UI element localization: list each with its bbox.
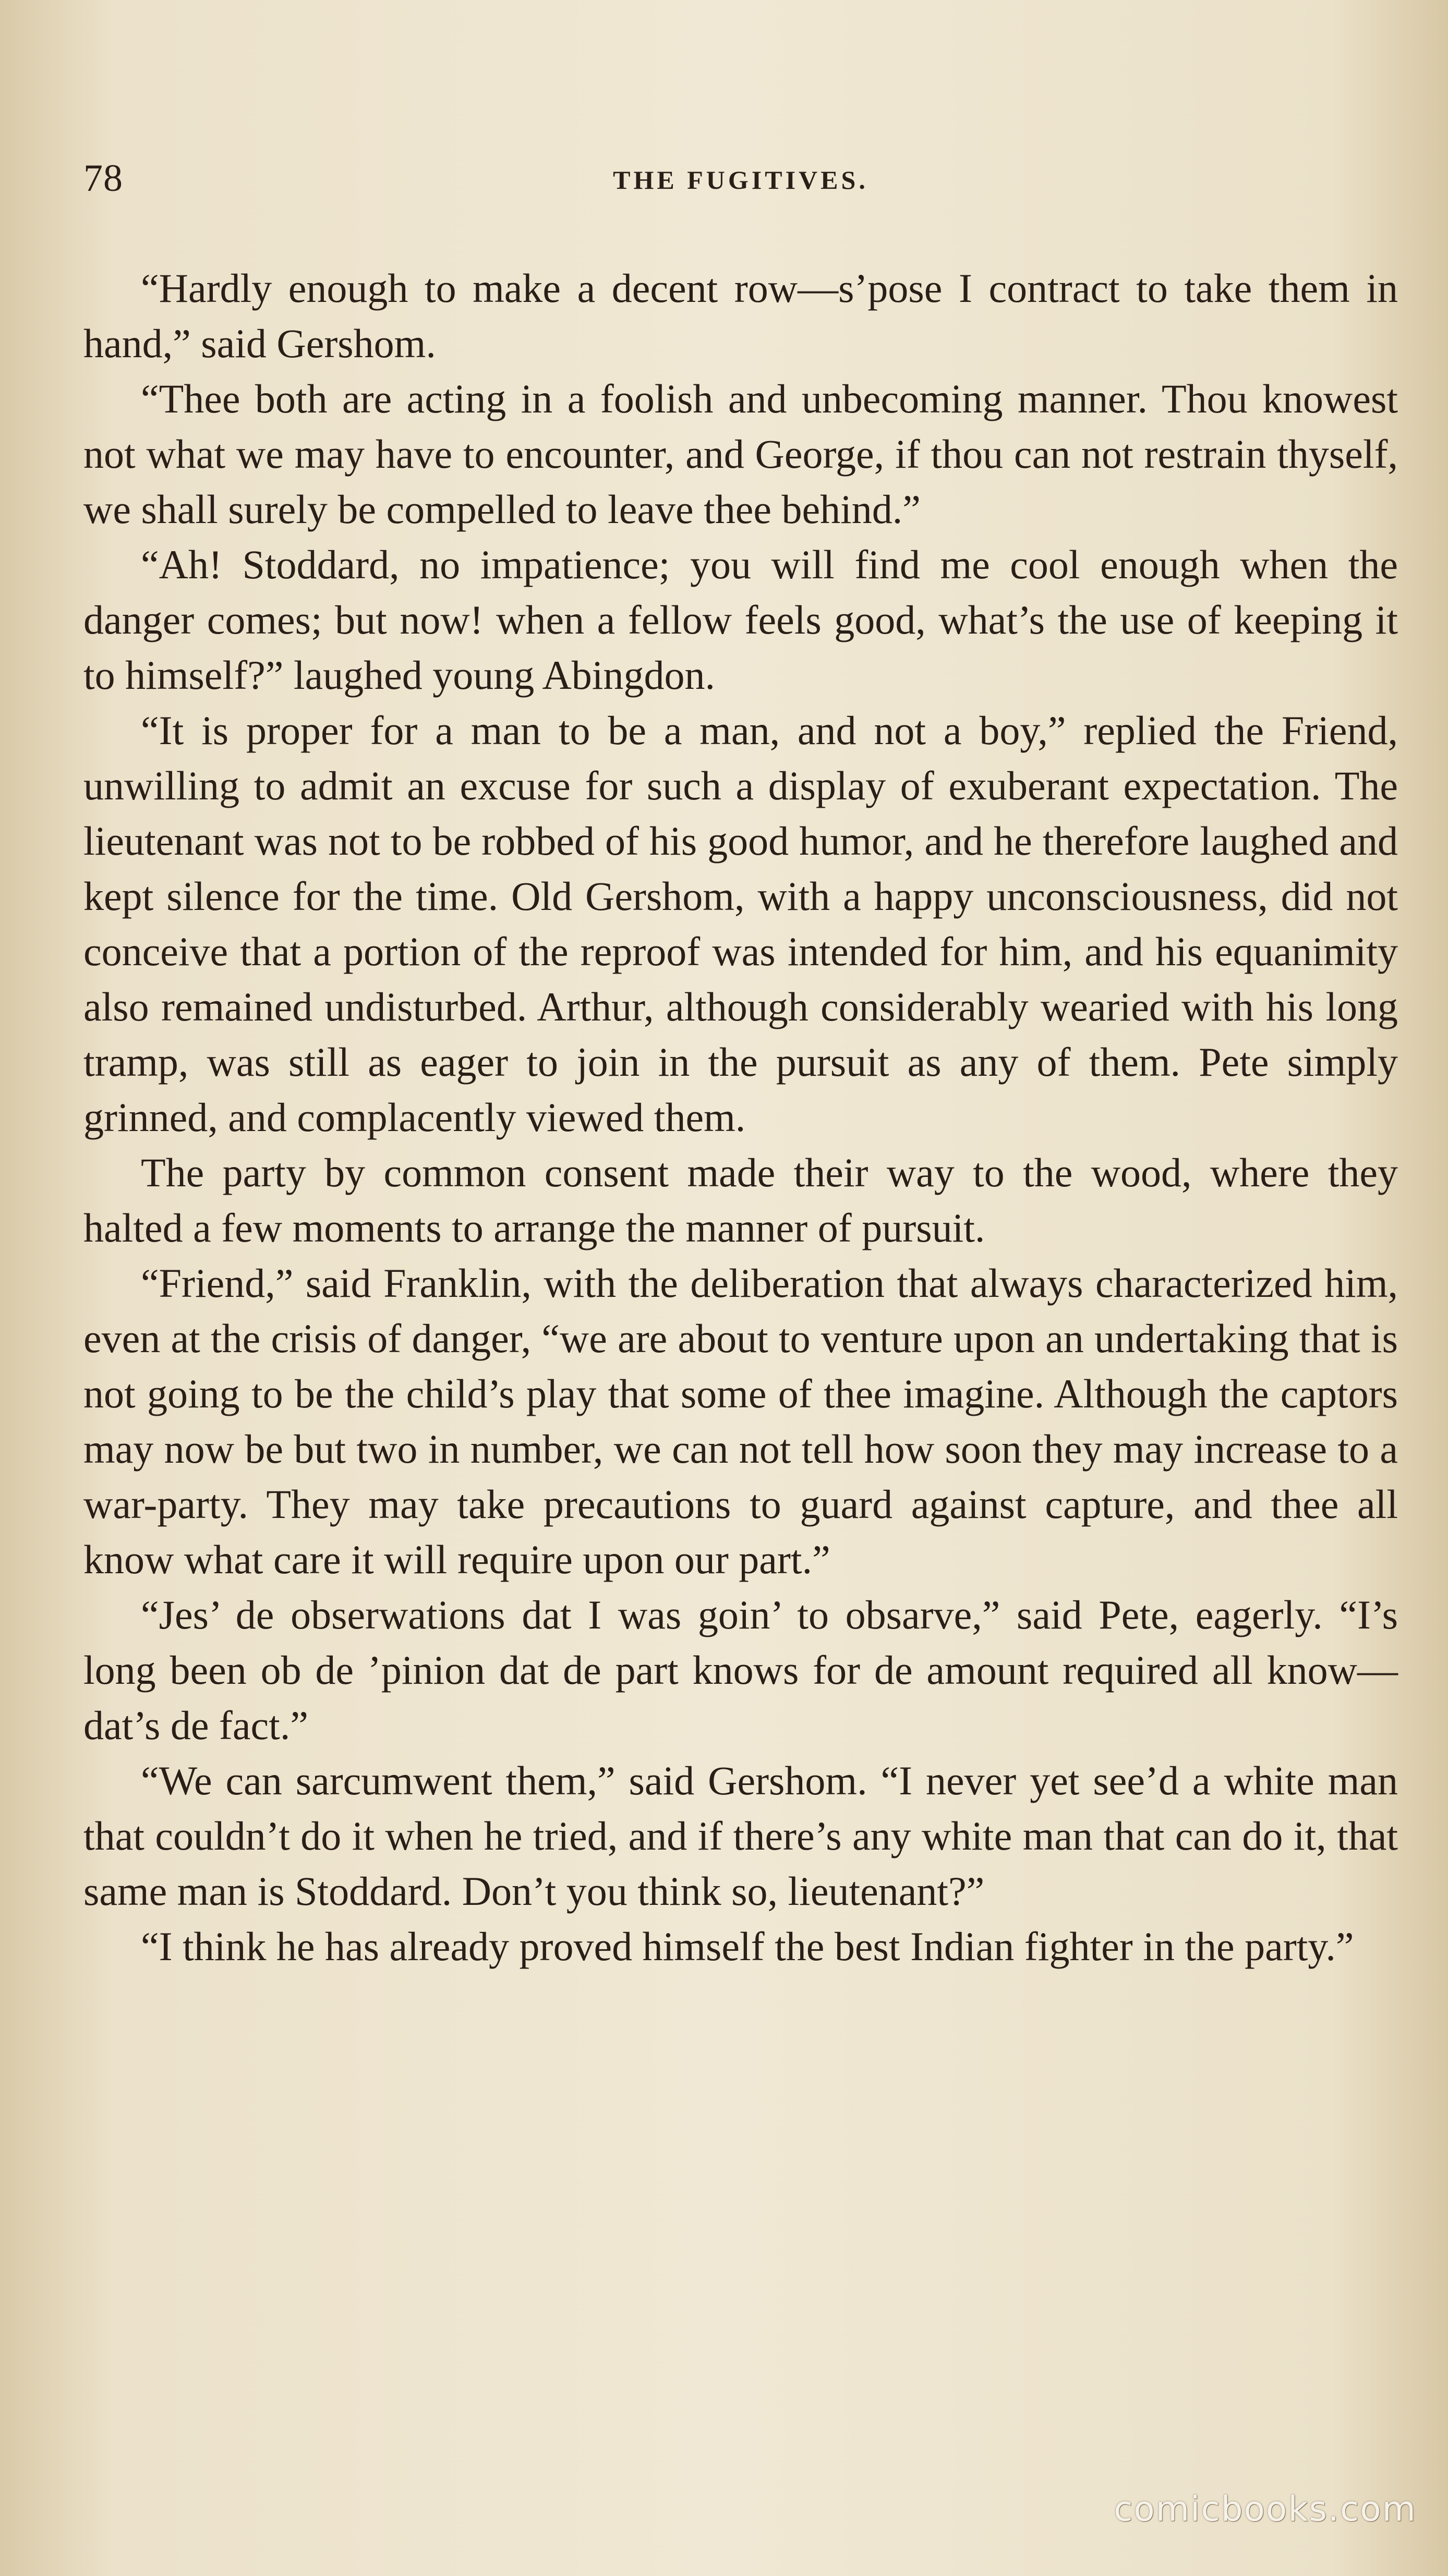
body-text (83, 261, 1398, 1974)
paragraph: “Jes’ de obserwations dat I was goin’ to obsarve,” said Pete, eagerly. “I’s long been ob de ’pinion dat de part knows for de amount required all know—dat’s de fact.” (83, 1592, 1398, 1748)
watermark: comicbooks.com (1114, 2489, 1417, 2529)
paragraph: “We can sarcumwent them,” said Gershom. “I never yet see’d a white man that couldn’t do it when he tried, and if there’s any white man that can do it, that same man is Stoddard. Don’t you think so, lieutenant?” (83, 1758, 1398, 1914)
page-header (83, 156, 1398, 219)
running-title: THE FUGITIVES. (613, 165, 868, 195)
paragraph: “Thee both are acting in a foolish and unbecoming manner. Thou knowest not what we may have to encounter, and George, if thou can not restrain thyself, we shall surely be compelled to leave thee behind.” (83, 376, 1398, 532)
page-number: 78 (83, 157, 123, 200)
paragraph: “Ah! Stoddard, no impatience; you will find me cool enough when the danger comes; but now! when a fellow feels good, what’s the use of keeping it to himself?” laughed young Abingdon. (83, 542, 1398, 698)
paragraph: “It is proper for a man to be a man, and not a boy,” replied the Friend, unwilling to admit an excuse for such a display of exuberant expectation. The lieutenant was not to be robbed of his good humor, and he therefore laughed and kept silence for the time. Old Gershom, with a happy unconsciousness, did not conceive that a portion of the reproof was intended for him, and his equanimity also remained undisturbed. Arthur, although considerably wearied with his long tramp, was still as eager to join in the pursuit as any of them. Pete simply grinned, and complacently viewed them. (83, 708, 1398, 1140)
paragraph: “Hardly enough to make a decent row—s’pose I contract to take them in hand,” said Gershom. (83, 265, 1398, 366)
paragraph: “Friend,” said Franklin, with the deliberation that always characterized him, even at the crisis of danger, “we are about to venture upon an undertaking that is not going to be the child’s play that some of thee imagine. Although the captors may now be but two in number, we can not tell how soon they may increase to a war-party. They may take precautions to guard against capture, and thee all know what care it will require upon our part.” (83, 1260, 1398, 1582)
paragraph: The party by common consent made their way to the wood, where they halted a few moments to arrange the manner of pursuit. (83, 1150, 1398, 1250)
paragraph: “I think he has already proved himself the best Indian fighter in the party.” (141, 1924, 1354, 1969)
